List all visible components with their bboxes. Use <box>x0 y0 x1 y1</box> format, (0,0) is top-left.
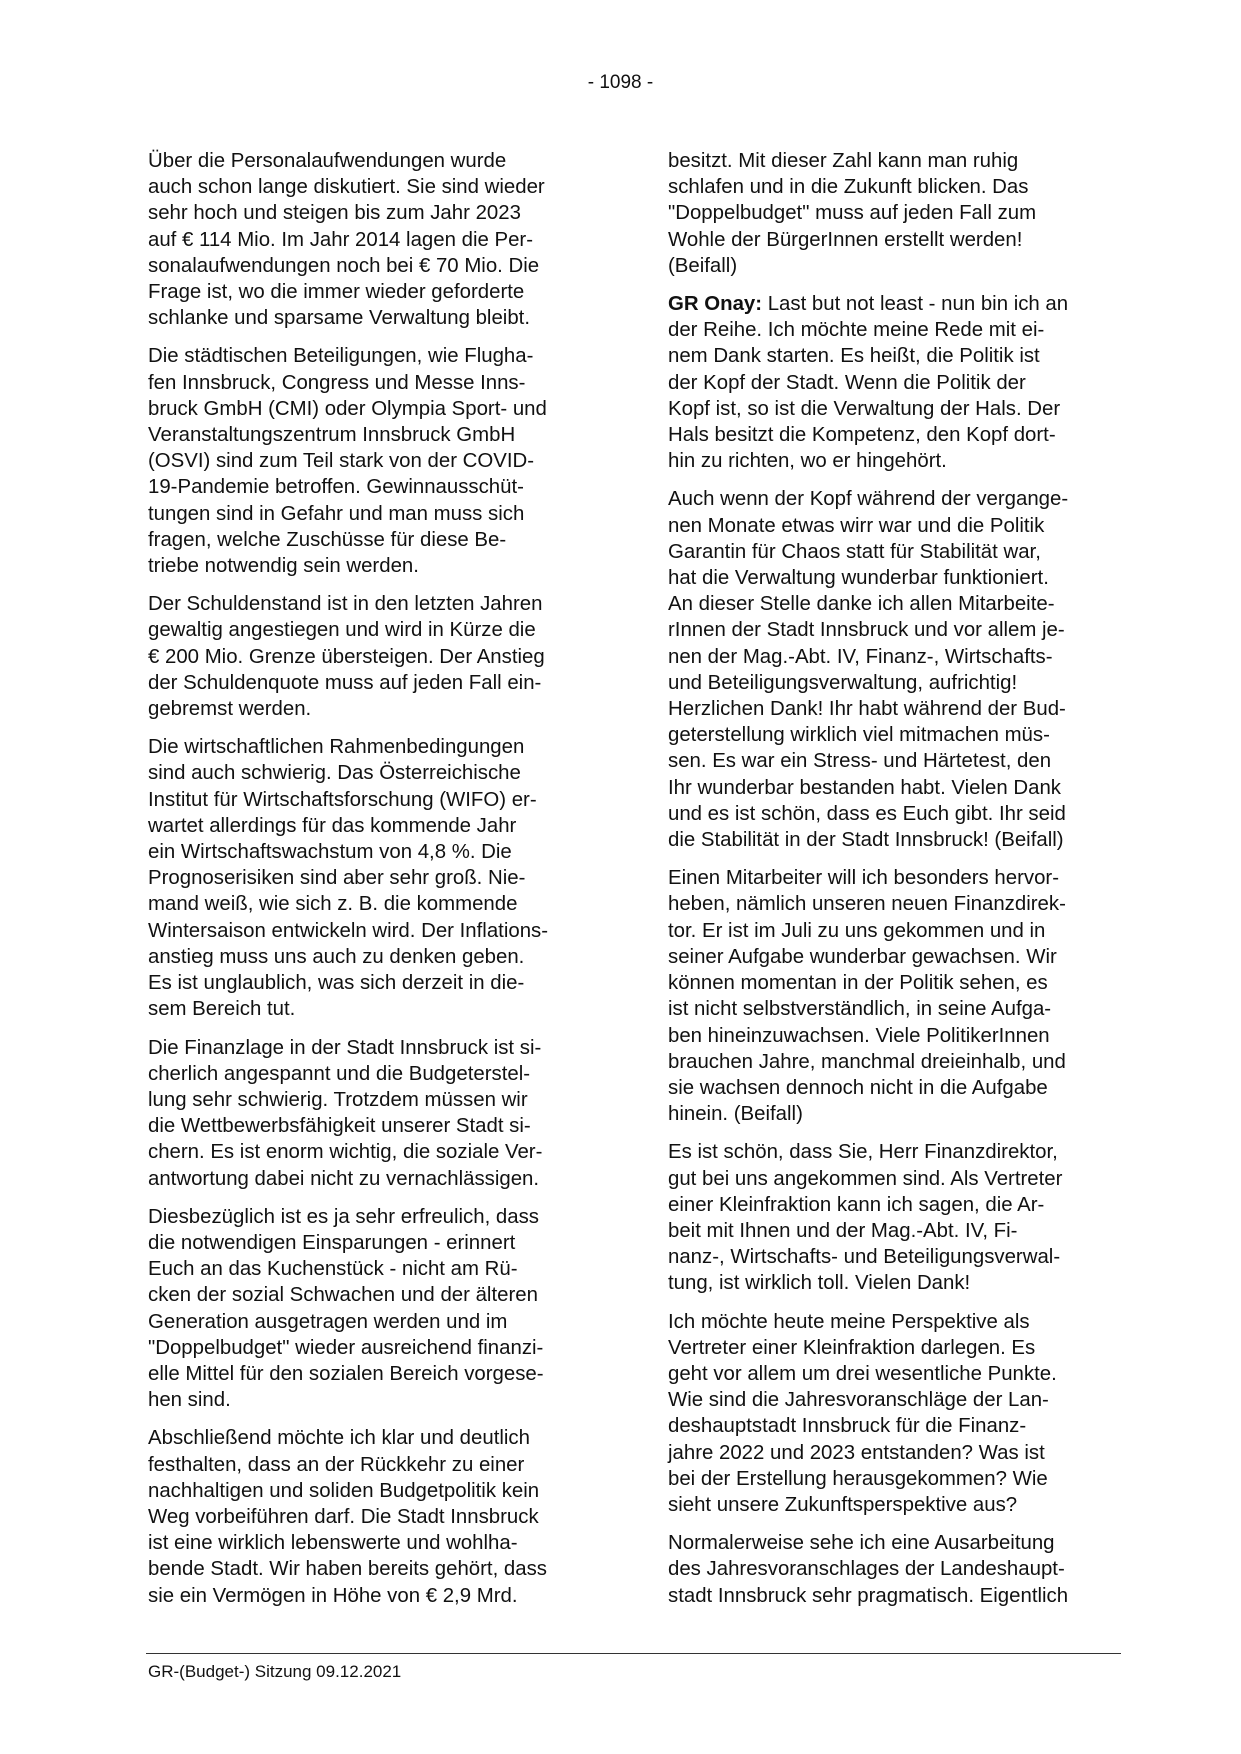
paragraph: Abschließend möchte ich klar und deutlich festhalten, dass an der Rückkehr zu einer nachhaltigen und soliden Budgetpolitik kein Weg vorbeiführen darf. Die Stadt Innsbruck ist eine wirklich lebenswerte und wohlha- bende Stadt. Wir haben bereits gehört, dass sie ein Vermögen in Höhe von € 2,9 Mrd. <box>148 1427 547 1607</box>
paragraph: Normalerweise sehe ich eine Ausarbeitung des Jahresvoranschlages der Landeshaupt- stadt Innsbruck sehr pragmatisch. Eigentlich <box>668 1532 1069 1607</box>
footer-session-label: GR-(Budget-) Sitzung 09.12.2021 <box>148 1662 402 1681</box>
paragraph: Der Schuldenstand ist in den letzten Jahren gewaltig angestiegen und wird in Kürze die € 200 Mio. Grenze übersteigen. Der Anstieg der Schuldenquote muss auf jeden Fall ein- gebremst werden. <box>148 593 545 721</box>
speech-text: Last but not least - nun bin ich an der Reihe. Ich möchte meine Rede mit ei- nem Dank starten. Es heißt, die Politik ist der Kopf der Stadt. Wenn die Politik der Kopf ist, so ist die Verwaltung der Hals. Der Hals besitzt die Kompetenz, den Kopf dort- hin zu richten, wo er hingehört. <box>668 293 1069 473</box>
paragraph: Die Finanzlage in der Stadt Innsbruck ist si- cherlich angespannt und die Budgeterstel- lung sehr schwierig. Trotzdem müssen wir die Wettbewerbsfähigkeit unserer Stadt si- chern. Es ist enorm wichtig, die soziale Ver- antwortung dabei nicht zu vernachlässigen. <box>148 1036 543 1190</box>
speaker-name: GR Onay: <box>668 293 763 316</box>
paragraph: Einen Mitarbeiter will ich besonders hervor- heben, nämlich unseren neuen Finanzdirek- tor. Er ist im Juli zu uns gekommen und in seiner Aufgabe wunderbar gewachsen. Wir können momentan in der Politik sehen, es ist nicht selbstverständlich, in seine Aufga- ben hineinzuwachsen. Viele PolitikerInnen brauchen Jahre, manchmal dreieinhalb, und sie wachsen dennoch nicht in die Aufgabe hinein. (Beifall) <box>668 867 1066 1126</box>
paragraph: Ich möchte heute meine Perspektive als Vertreter einer Kleinfraktion darlegen. Es geht vor allem um drei wesentliche Punkte. Wie sind die Jahresvoranschläge der Lan- deshauptstadt Innsbruck für die Finanz- jahre 2022 und 2023 entstanden? Was ist bei der Erstellung herausgekommen? Wie sieht unsere Zukunftsperspektive aus? <box>668 1310 1057 1516</box>
paragraph: Die städtischen Beteiligungen, wie Flugha- fen Innsbruck, Congress und Messe Inns- bruck GmbH (CMI) oder Olympia Sport- und Veranstaltungszentrum Innsbruck GmbH (OSVI) sind zum Teil stark von der COVID- 19-Pandemie betroffen. Gewinnausschüt- tungen sind in Gefahr und man muss sich fragen, welche Zuschüsse für diese Be- triebe notwendig sein werden. <box>148 345 547 578</box>
page-number: - 1098 - <box>587 72 654 93</box>
paragraph: Die wirtschaftlichen Rahmenbedingungen sind auch schwierig. Das Österreichische Institut für Wirtschaftsforschung (WIFO) er- wartet allerdings für das kommende Jahr ein Wirtschaftswachstum von 4,8 %. Die Prognoserisiken sind aber sehr groß. Nie- mand weiß, wie sich z. B. die kommende Wintersaison entwickeln wird. Der Inflations- anstieg muss uns auch zu denken geben. Es ist unglaublich, was sich derzeit in die- sem Bereich tut. <box>148 736 549 1021</box>
paragraph: Es ist schön, dass Sie, Herr Finanzdirektor, gut bei uns angekommen sind. Als Vertreter einer Kleinfraktion kann ich sagen, die Ar- beit mit Ihnen und der Mag.-Abt. IV, Fi- nanz-, Wirtschafts- und Beteiligungsverwal- tung, ist wirklich toll. Vielen Dank! <box>668 1141 1063 1295</box>
paragraph: besitzt. Mit dieser Zahl kann man ruhig schlafen und in die Zukunft blicken. Das "Doppelbudget" muss auf jeden Fall zum Wohle der BürgerInnen erstellt werden! (Beifall) <box>668 150 1037 277</box>
right-text-column <box>668 148 1120 1621</box>
paragraph: Auch wenn der Kopf während der vergange- nen Monate etwas wirr war und die Politik Garantin für Chaos statt für Stabilität war, hat die Verwaltung wunderbar funktioniert. An dieser Stelle danke ich allen Mitarbeite- rInnen der Stadt Innsbruck und vor allem je- nen der Mag.-Abt. IV, Finanz-, Wirtschafts- und Beteiligungsverwaltung, aufrichtig! Herzlichen Dank! Ihr habt während der Bud- geterstellung wirklich viel mitmachen müs- sen. Es war ein Stress- und Härtetest, den Ihr wunderbar bestanden habt. Vielen Dank und es ist schön, dass es Euch gibt. Ihr seid die Stabilität in der Stadt Innsbruck! (Beifall) <box>668 488 1069 852</box>
paragraph: Diesbezüglich ist es ja sehr erfreulich, dass die notwendigen Einsparungen - erinnert Euch an das Kuchenstück - nicht am Rü- cken der sozial Schwachen und der älteren Generation ausgetragen werden und im "Doppelbudget" wieder ausreichend finanzi- elle Mittel für den sozialen Bereich vorgese- hen sind. <box>148 1205 544 1412</box>
footer-divider <box>146 1653 1121 1654</box>
speech-paragraph <box>668 291 1120 474</box>
left-text-column <box>148 148 603 1621</box>
paragraph: Über die Personalaufwendungen wurde auch schon lange diskutiert. Sie sind wieder sehr hoch und steigen bis zum Jahr 2023 auf € 114 Mio. Im Jahr 2014 lagen die Per- sonalaufwendungen noch bei € 70 Mio. Die Frage ist, wo die immer wieder geforderte schlanke und sparsame Verwaltung bleibt. <box>148 150 545 330</box>
